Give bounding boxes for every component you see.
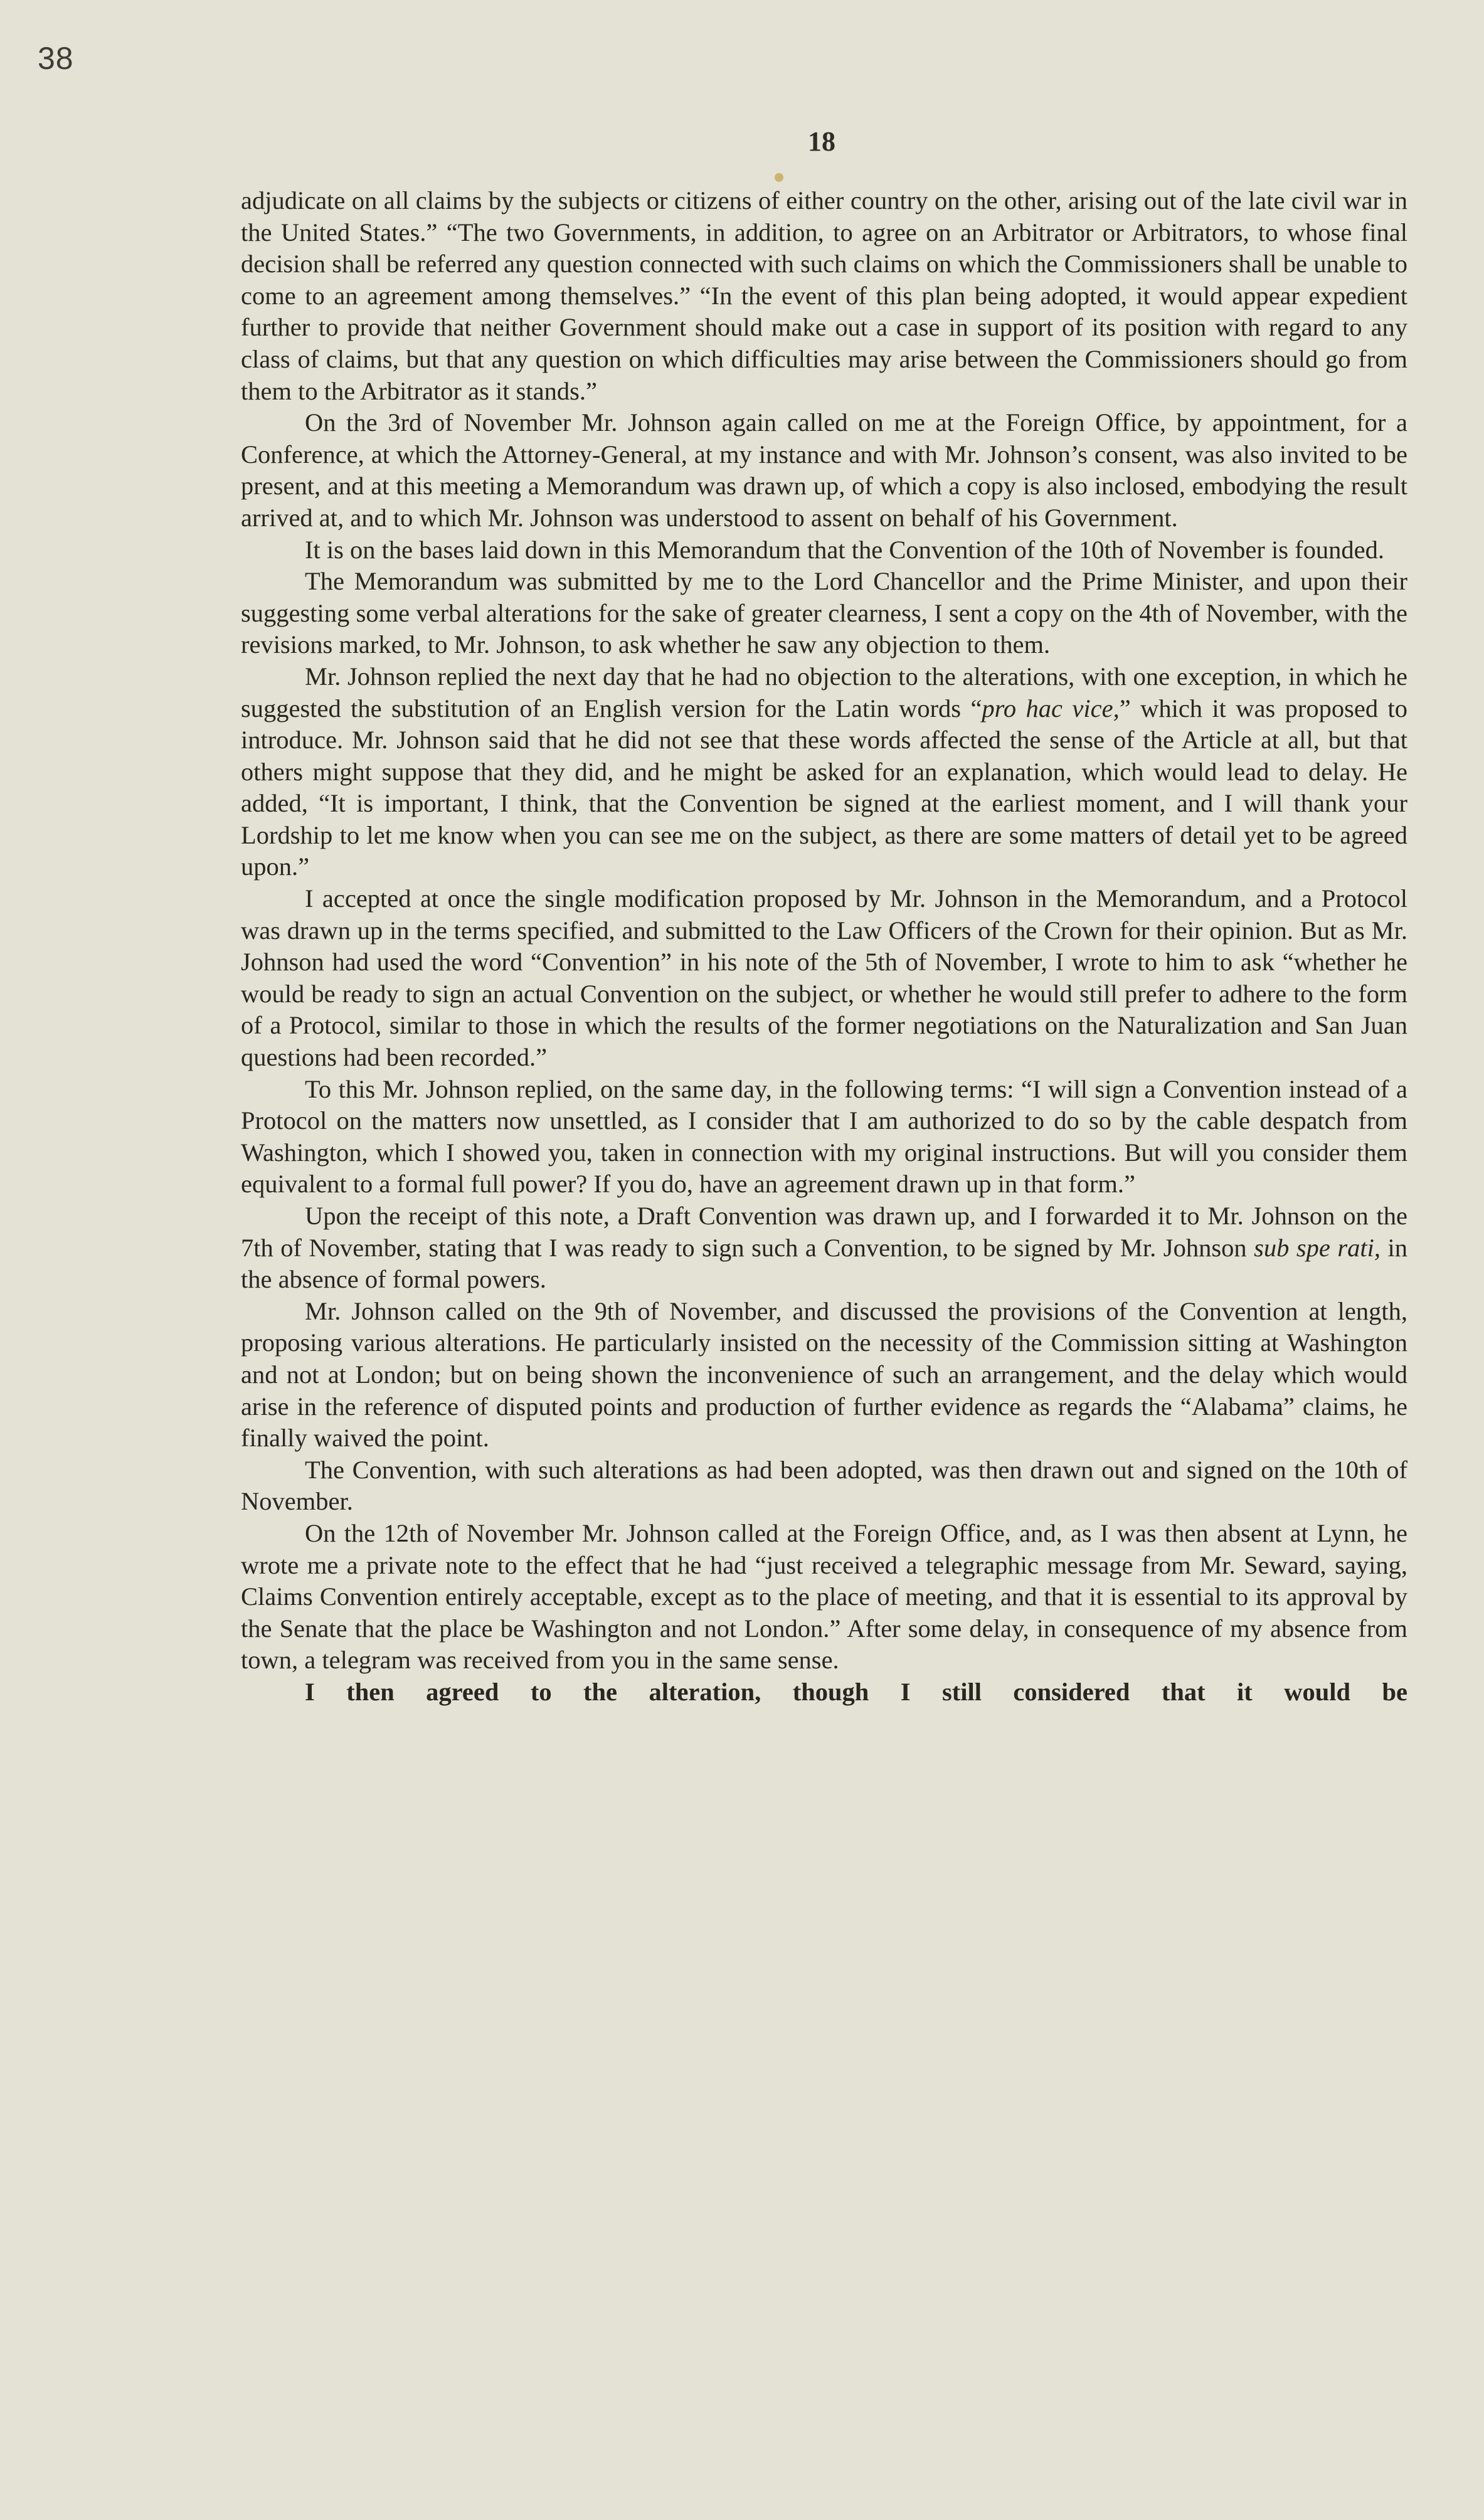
paragraph: I accepted at once the single modification proposed by Mr. Johnson in the Memorandum, and a Protocol was drawn up in the terms specified, and submitted to the Law Officers of the Crown for their opinion. But as Mr. Johnson had used the word “Convention” in his note of the 5th of November, I wrote to him to ask “whether he would be ready to sign an actual Convention on the subject, or whether he would still prefer to adhere to the form of a Protocol, similar to those in which the results of the former negotiations on the Naturalization and San Juan questions had been recorded.”: [241, 884, 1407, 1072]
paragraph: [241, 661, 1407, 883]
paragraph: Mr. Johnson called on the 9th of November, and discussed the provisions of the Convention at length, proposing various alterations. He particularly insisted on the necessity of the Commission sitting at Washington and not at London; but on being shown the inconvenience of such an arrangement, and the delay which would arise in the reference of disputed points and production of further evidence as regards the “Alabama” claims, he finally waived the point.: [241, 1296, 1407, 1453]
paragraph: [241, 1200, 1407, 1296]
paragraph: On the 12th of November Mr. Johnson called at the Foreign Office, and, as I was then absent at Lynn, he wrote me a private note to the effect that he had “just received a telegraphic message from Mr. Seward, saying, Claims Convention entirely acceptable, except as to the place of meeting, and that it is essential to its approval by the Senate that the place be Washington and not London.” After some delay, in consequence of my absence from town, a telegram was received from you in the same sense.: [241, 1518, 1407, 1675]
paragraph: The Memorandum was submitted by me to the Lord Chancellor and the Prime Minister, and upon their suggesting some verbal alterations for the sake of greater clearness, I sent a copy on the 4th of November, with the revisions marked, to Mr. Johnson, to ask whether he saw any objection to them.: [241, 567, 1407, 659]
paragraph-text: in the absence of formal powers.: [241, 1233, 1408, 1294]
italic-phrase: sub spe rati,: [1254, 1233, 1381, 1262]
scan-page-number: 38: [38, 41, 74, 76]
paragraph: On the 3rd of November Mr. Johnson again called on me at the Foreign Office, by appointment, for a Conference, at which the Attorney-General, at my instance and with Mr. Johnson’s consent, was also invited to be present, and at this meeting a Memorandum was drawn up, of which a copy is also inclosed, embodying the result arrived at, and to which Mr. Johnson was understood to assent on behalf of his Government.: [241, 408, 1407, 532]
italic-phrase: pro hac vice,: [982, 694, 1120, 723]
paragraph: adjudicate on all claims by the subjects or citizens of either country on the other, arising out of the late civil war in the United States.” “The two Governments, in addition, to agree on an Arbitrator or Arbitrators, to whose final decision shall be referred any question connected with such claims on which the Commissioners shall be unable to come to an agreement among themselves.” “In the event of this plan being adopted, it would appear expedient further to provide that neither Government should make out a case in support of its position with regard to any class of claims, but that any question on which difficulties may arise between the Commissioners should go from them to the Arbitrator as it stands.”: [241, 186, 1407, 405]
printed-page-number: 18: [808, 126, 835, 157]
paragraph: I then agreed to the alteration, though I still considered that it would be: [305, 1677, 1407, 1706]
paragraph: It is on the bases laid down in this Memorandum that the Convention of the 10th of November is founded.: [305, 535, 1384, 564]
document-body: [241, 185, 1407, 1708]
paragraph-text: Upon the receipt of this note, a Draft Convention was drawn up, and I forwarded it to Mr. Johnson on the 7th of November, stating that I was ready to sign such a Convention, to be signed by Mr. Johnson: [241, 1202, 1407, 1262]
paragraph-text: Mr. Johnson replied the next day that he had no objection to the alterations, with one exception, in which he suggested the substitution of an English version for the Latin words “: [241, 662, 1407, 723]
paragraph: The Convention, with such alterations as had been adopted, was then drawn out and signed on the 10th of November.: [241, 1455, 1407, 1516]
paragraph: To this Mr. Johnson replied, on the same day, in the following terms: “I will sign a Convention instead of a Protocol on the matters now unsettled, as I consider that I am authorized to do so by the cable despatch from Washington, which I showed you, taken in connection with my original instructions. But will you consider them equivalent to a formal full power? If you do, have an agreement drawn up in that form.”: [241, 1074, 1407, 1199]
paragraph-text: ” which it was proposed to introduce. Mr. Johnson said that he did not see that these words affected the sense of the Article at all, but that others might suppose that they did, and he might be asked for an explanation, which would lead to delay. He added, “It is important, I think, that the Convention be signed at the earliest moment, and I will thank your Lordship to let me know when you can see me on the subject, as there are some matters of detail yet to be agreed upon.”: [241, 694, 1407, 881]
ink-spot: [775, 173, 783, 182]
